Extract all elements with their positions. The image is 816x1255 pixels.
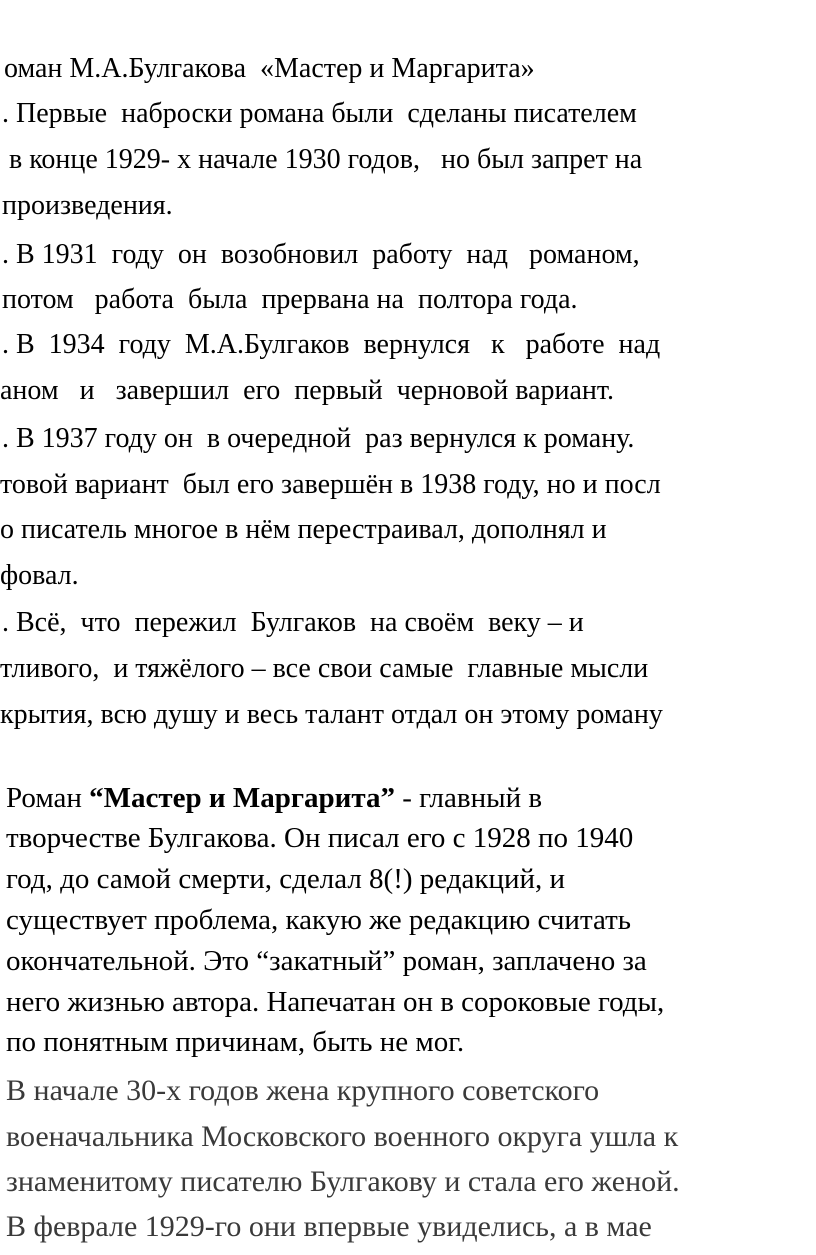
text-line: аном и завершил его первый черновой вариант. (0, 375, 615, 406)
text-line: тливого, и тяжёлого – все свои самые главные мысли (0, 653, 649, 684)
text-line: оман М.А.Булгакова «Мастер и Маргарита» (4, 53, 535, 84)
text-line: В начале 30-х годов жена крупного советского (6, 1074, 600, 1107)
text-line: . В 1931 году он возобновил работу над романом, (2, 239, 640, 270)
text-line: военачальника Московского военного округа ушла к (6, 1120, 679, 1153)
text-line: . В 1937 году он в очередной раз вернулся к роману. (2, 423, 635, 454)
text-line: потом работа была прервана на полтора года. (2, 284, 578, 315)
text-line: в конце 1929- х начале 1930 годов, но был запрет на (2, 144, 643, 175)
text-line-first (6, 780, 542, 816)
novel-title: “Мастер и Маргарита” (89, 782, 395, 814)
text-line: . Первые наброски романа были сделаны писателем (2, 98, 637, 129)
text-suffix: - главный в (394, 782, 543, 814)
text-line: него жизнью автора. Напечатан он в сороковые годы, (6, 986, 665, 1018)
text-line: знаменитому писателю Булгакову и стала его женой. (6, 1165, 680, 1198)
text-line: . Всё, что пережил Булгаков на своём веку – и (2, 607, 584, 638)
text-line: о писатель многое в нём перестраивал, дополнял и (0, 514, 607, 545)
text-line: творчестве Булгакова. Он писал его с 1928 по 1940 (6, 822, 634, 854)
text-line: крытия, всю душу и весь талант отдал он этому роману (0, 699, 663, 730)
text-line: . В 1934 году М.А.Булгаков вернулся к работе над (2, 329, 661, 360)
text-line: по понятным причинам, быть не мог. (6, 1026, 465, 1058)
text-line: год, до самой смерти, сделал 8(!) редакций, и (6, 863, 566, 895)
text-line: фовал. (0, 560, 79, 591)
text-line: существует проблема, какую же редакцию считать (6, 904, 631, 936)
text-prefix: Роман (6, 782, 90, 814)
text-line: В феврале 1929-го они впервые увиделись, а в мае (6, 1210, 652, 1243)
text-line: окончательной. Это “закатный” роман, заплачено за (6, 945, 647, 977)
text-line: товой вариант был его завершён в 1938 году, но и посл (0, 469, 661, 500)
text-line: произведения. (2, 190, 173, 221)
